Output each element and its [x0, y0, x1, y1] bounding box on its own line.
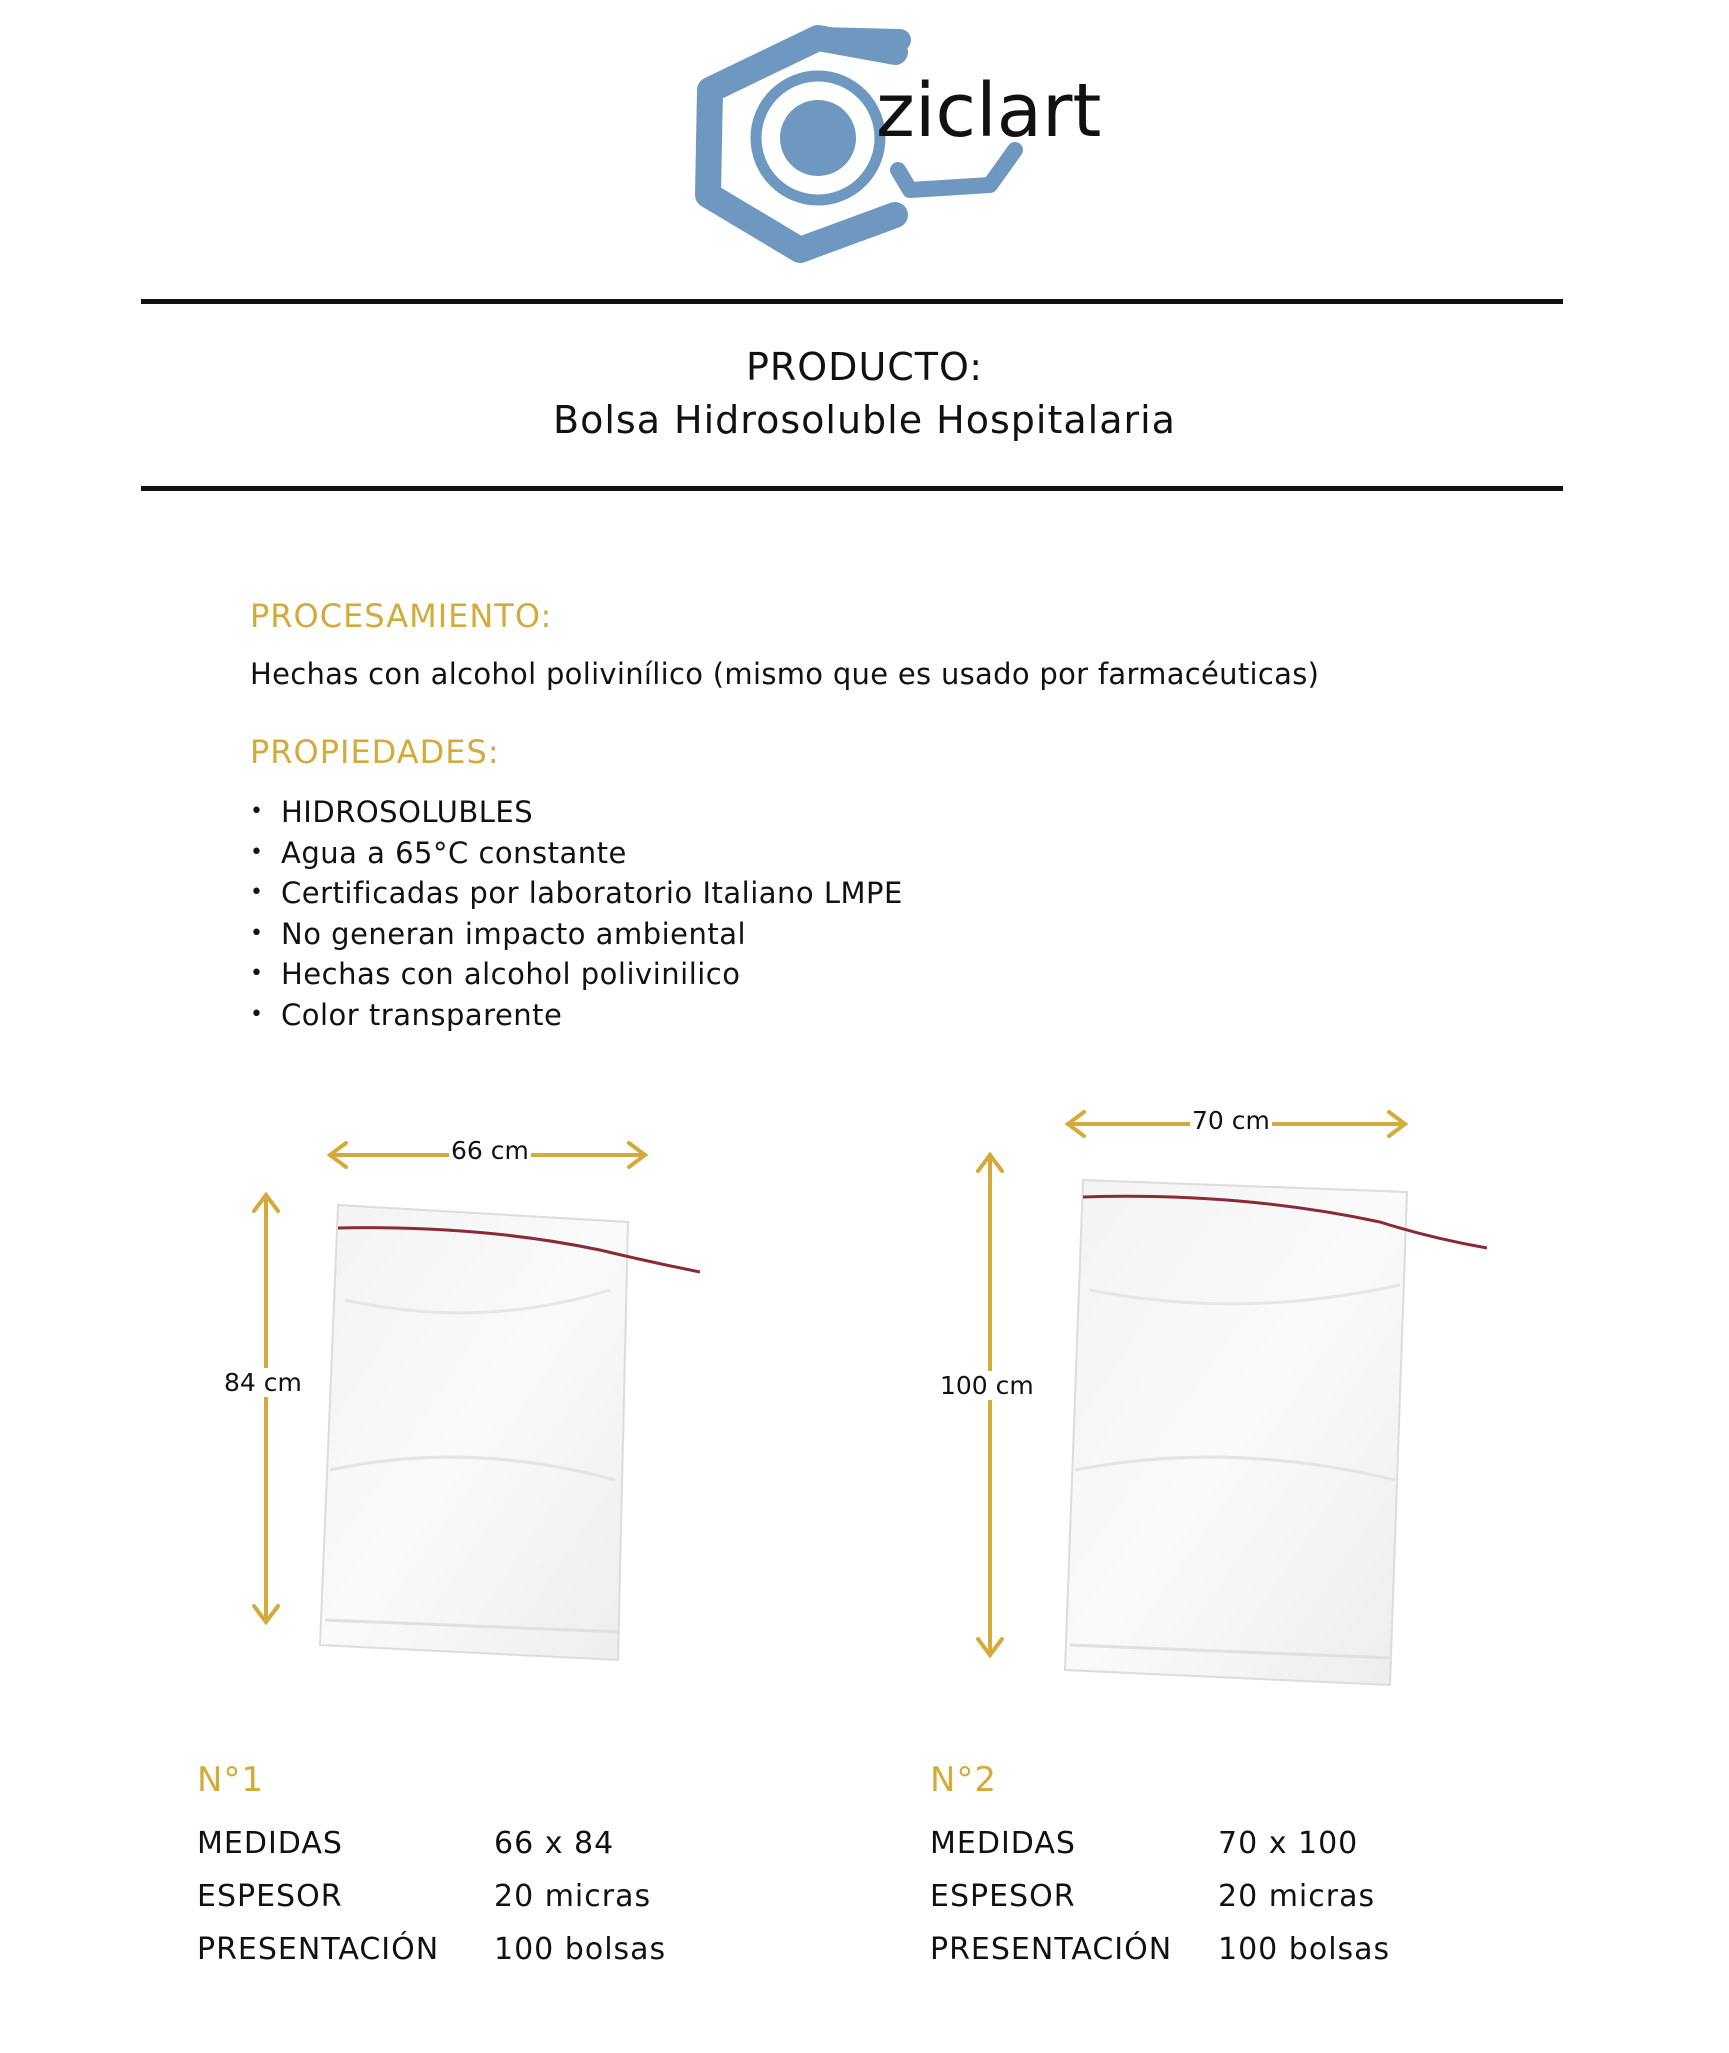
bag-1-height-arrow	[254, 1195, 278, 1622]
product-1-number: N°1	[197, 1760, 265, 1800]
list-item: • Color transparente	[250, 995, 903, 1036]
properties-heading: PROPIEDADES:	[250, 733, 500, 771]
list-item: • Certificadas por laboratorio Italiano LMPE	[250, 873, 903, 914]
product-2-spec-label: PRESENTACIÓN	[930, 1932, 1173, 1967]
product-2-spec-value: 70 x 100	[1218, 1826, 1359, 1861]
product-2-spec-label: MEDIDAS	[930, 1826, 1076, 1861]
product-name: Bolsa Hidrosoluble Hospitalaria	[553, 398, 1176, 442]
product-2-number: N°2	[930, 1760, 998, 1800]
bullet-icon: •	[250, 839, 264, 865]
bullet-icon: •	[250, 799, 264, 824]
bag-2-height-label: 100 cm	[940, 1371, 1034, 1400]
bullet-icon: •	[250, 961, 264, 986]
product-1-spec-label: MEDIDAS	[197, 1826, 343, 1861]
product-2-spec-label: ESPESOR	[930, 1879, 1076, 1914]
bag-2-image	[1065, 1180, 1487, 1685]
bag-1-height-label: 84 cm	[224, 1368, 302, 1397]
bag-1-image	[320, 1205, 700, 1660]
product-1-spec-label: ESPESOR	[197, 1879, 343, 1914]
bullet-icon: •	[250, 920, 264, 946]
product-2-spec-value: 20 micras	[1218, 1879, 1376, 1914]
bullet-icon: •	[250, 1001, 264, 1027]
list-item: • No generan impacto ambiental	[250, 914, 903, 955]
processing-heading: PROCESAMIENTO:	[250, 597, 553, 635]
product-1-spec-label: PRESENTACIÓN	[197, 1932, 440, 1967]
bullet-icon: •	[250, 880, 264, 905]
product-label: PRODUCTO:	[745, 345, 984, 389]
list-item: • Hechas con alcohol polivinilico	[250, 954, 903, 995]
brand-name: ziclart	[876, 68, 1102, 154]
bag-2-height-arrow	[978, 1155, 1002, 1655]
bag-1-width-label: 66 cm	[451, 1136, 529, 1165]
product-1-spec-value: 20 micras	[494, 1879, 652, 1914]
product-2-spec-value: 100 bolsas	[1218, 1932, 1391, 1967]
list-item: • Agua a 65°C constante	[250, 833, 903, 874]
product-1-spec-value: 66 x 84	[494, 1826, 615, 1861]
processing-text: Hechas con alcohol polivinílico (mismo que es usado por farmacéuticas)	[250, 657, 1320, 691]
bag-2-width-label: 70 cm	[1192, 1106, 1270, 1135]
product-1-spec-value: 100 bolsas	[494, 1932, 667, 1967]
list-item: • HIDROSOLUBLES	[250, 792, 903, 833]
